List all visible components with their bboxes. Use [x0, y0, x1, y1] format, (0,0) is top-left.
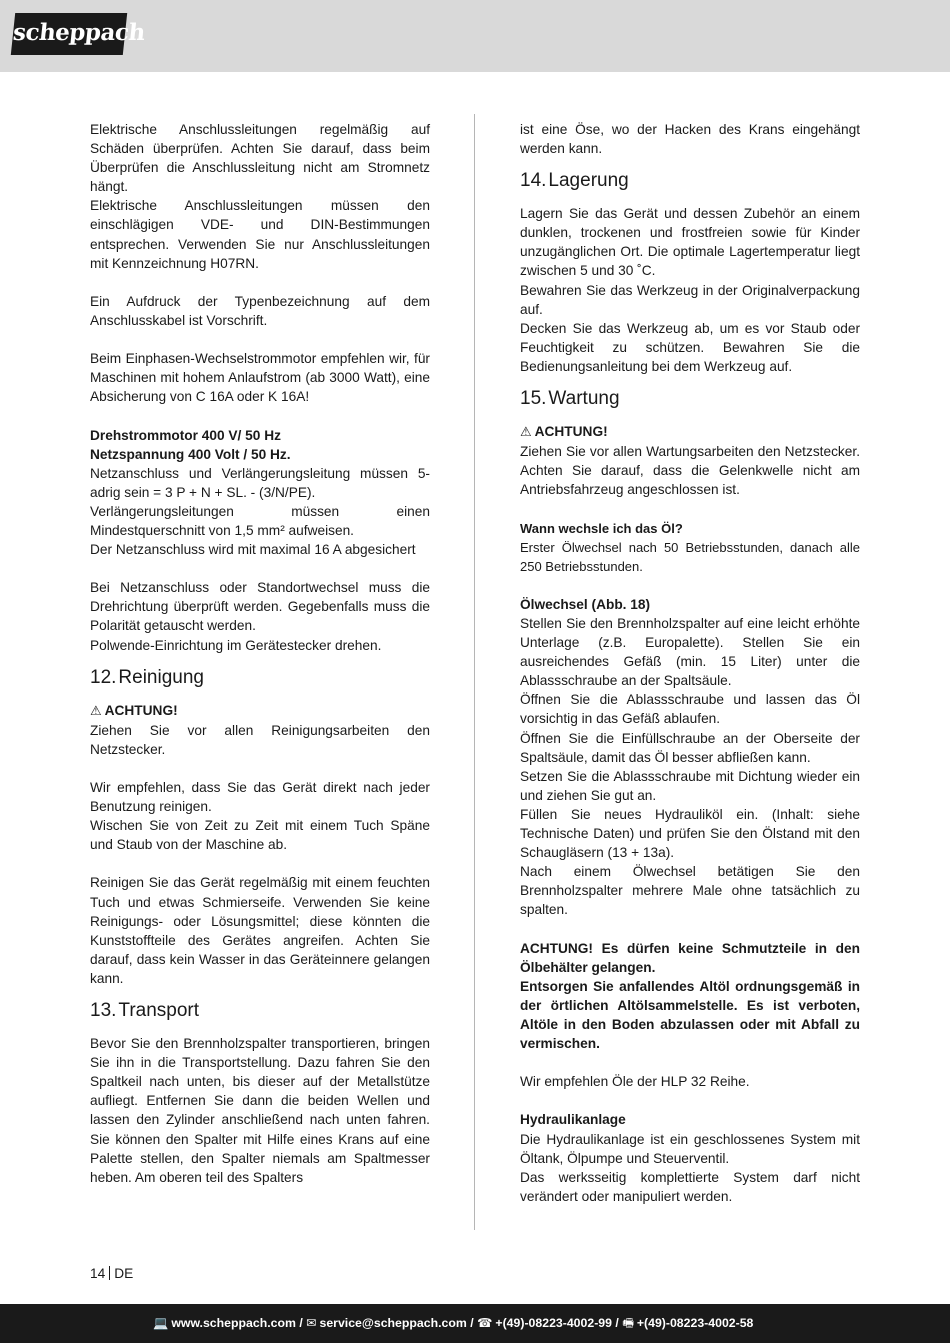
section-12-warning-label: ⚠ ACHTUNG! — [90, 702, 178, 719]
brand-logo: scheppach — [11, 13, 127, 55]
section-12-paragraph-1: Wir empfehlen, dass Sie das Gerät direkt nach jeder Benutzung reinigen. — [90, 780, 430, 815]
section-13-paragraph-1: Bevor Sie den Brennholzspalter transportieren, bringen Sie ihn in die Transportstellung. Dazu fahren Sie den Spaltkeil nach unten, bis dieser auf der Metallstütze aufliegt. Entfernen Sie dann die beiden Wellen und lassen den Zylinder anschließend nach unten fahren. Sie können den Spalter mit Hilfe eines Krans auf eine Palette stellen, den Spalter niemals am Spaltmesser heben. Am oberen teil des Spalters — [90, 1036, 430, 1185]
section-14-title: Lagerung — [548, 170, 629, 192]
section-15-warning-text: Ziehen Sie vor allen Wartungsarbeiten den Netzstecker. Achten Sie darauf, dass die Gelenkwelle nicht am Antriebsfahrzeug angeschlossen ist. — [520, 444, 860, 498]
oilchange-paragraph-2: Öffnen Sie die Ablassschraube und lassen das Öl vorsichtig in das Gefäß ablaufen. — [520, 692, 860, 727]
section-13-number: 13. — [90, 1000, 117, 1022]
section-14-paragraph-3: Decken Sie das Werkzeug ab, um es vor Staub oder Feuchtigkeit zu schützen. Bewahren Sie die Bedienungsanleitung bei dem Werkzeug auf. — [520, 320, 860, 374]
oilchange-paragraph-4: Setzen Sie die Ablassschraube mit Dichtung wieder ein und ziehen Sie gut an. — [520, 768, 860, 803]
page-language: DE — [114, 1266, 134, 1281]
section-15-title: Wartung — [548, 388, 620, 410]
oilchange-paragraph-1: Stellen Sie den Brennholzspalter auf eine leicht erhöhte Unterlage (z.B. Europalette). Stellen Sie ein ausreichendes Gefäß (min. 15 Liter) unter die Ablassschraube an der Spaltsäule. — [520, 615, 860, 689]
hydraulic-paragraph-1: Die Hydraulikanlage ist ein geschlossenes System mit Öltank, Ölpumpe und Steuerventil. — [520, 1131, 860, 1166]
section-12-number: 12. — [90, 666, 117, 688]
footer-fax: +(49)-08223-4002-58 — [636, 1316, 754, 1330]
envelope-icon: ✉ — [306, 1316, 317, 1330]
footer-contact: 💻 www.scheppach.com / ✉ service@scheppach.com / ☎ +(49)-08223-4002-99 / 🖷 +(49)-08223-4002-58 — [153, 1316, 754, 1330]
section-14-heading — [520, 169, 860, 193]
section-13-heading — [90, 999, 430, 1023]
fax-icon: 🖷 — [622, 1316, 634, 1330]
drehrichtung-paragraph-2: Polwende-Einrichtung im Gerätestecker drehen. — [90, 637, 382, 653]
section-15-number: 15. — [520, 388, 547, 410]
drehstrom-paragraph-3: Der Netzanschluss wird mit maximal 16 A abgesichert — [90, 542, 416, 558]
header-band — [0, 0, 950, 72]
section-15-warning-label: ⚠ ACHTUNG! — [520, 424, 608, 441]
intro-paragraph-2: Elektrische Anschlussleitungen müssen den einschlägigen VDE- und DIN-Bestimmungen entsprechen. Verwenden Sie nur Anschlussleitungen mit Kennzeichnung H07RN. — [90, 198, 430, 271]
column-divider — [474, 114, 475, 1230]
hydraulic-heading: Hydraulikanlage — [520, 1112, 626, 1128]
drehstrom-paragraph-1: Netzanschluss und Verlängerungsleitung müssen 5-adrig sein = 3 P + N + SL. - (3/N/PE). — [90, 465, 430, 500]
right-column — [520, 120, 860, 1206]
computer-icon: 💻 — [153, 1316, 169, 1330]
footer-phone: +(49)-08223-4002-99 — [495, 1316, 612, 1330]
phone-icon: ☎ — [477, 1316, 493, 1330]
footer-bar — [0, 1304, 950, 1343]
footer-website[interactable]: www.scheppach.com — [171, 1316, 296, 1330]
page-number-separator — [109, 1266, 110, 1280]
drehstrom-paragraph-2: Verlängerungsleitungen müssen einen Mindestquerschnitt von 1,5 mm² aufweisen. — [90, 503, 430, 538]
section-12-warning-text: Ziehen Sie vor allen Reinigungsarbeiten den Netzstecker. — [90, 722, 430, 757]
left-column — [90, 120, 430, 1187]
oil-answer: Erster Ölwechsel nach 50 Betriebsstunden, danach alle 250 Betriebsstunden. — [520, 539, 860, 574]
transport-continuation: ist eine Öse, wo der Hacken des Krans eingehängt werden kann. — [520, 122, 860, 157]
intro-paragraph-1: Elektrische Anschlussleitungen regelmäßig auf Schäden überprüfen. Achten Sie darauf, dass beim Überprüfen die Anschlussleitung nicht am Stromnetz hängt. — [90, 122, 430, 195]
oil-warning-2: Entsorgen Sie anfallendes Altöl ordnungsgemäß in der örtlichen Altölsammelstelle. Es ist verboten, Altöle in den Boden abzulassen oder mit Abfall zu vermischen. — [520, 978, 860, 1052]
oilchange-paragraph-3: Öffnen Sie die Einfüllschraube an der Oberseite der Spaltsäule, damit das Öl besser abfließen kann. — [520, 730, 860, 765]
footer-email[interactable]: service@scheppach.com — [319, 1316, 467, 1330]
oil-recommendation: Wir empfehlen Öle der HLP 32 Reihe. — [520, 1074, 750, 1090]
section-15-heading — [520, 387, 860, 411]
page-number — [90, 1265, 133, 1283]
section-14-paragraph-1: Lagern Sie das Gerät und dessen Zubehör an einem dunklen, trockenen und frostfreien sowie für Kinder unzugänglichen Ort. Die optimale Lagertemperatur liegt zwischen 5 und 30 ˚C. — [520, 206, 860, 279]
oilchange-heading: Ölwechsel (Abb. 18) — [520, 596, 651, 612]
hydraulic-paragraph-2: Das werksseitig komplettierte System darf nicht verändert oder manipuliert werden. — [520, 1169, 860, 1204]
drehstrom-heading-2: Netzspannung 400 Volt / 50 Hz. — [90, 446, 291, 462]
page-number-value: 14 — [90, 1266, 106, 1281]
section-13-title: Transport — [118, 1000, 200, 1022]
warning-triangle-icon: ⚠ — [90, 703, 102, 719]
drehstrom-heading-1: Drehstrommotor 400 V/ 50 Hz — [90, 427, 281, 443]
oilchange-paragraph-5: Füllen Sie neues Hydrauliköl ein. (Inhalt: siehe Technische Daten) und prüfen Sie den Ölstand mit den Schaugläsern (13 + 13a). — [520, 806, 860, 861]
section-14-number: 14. — [520, 170, 547, 192]
section-12-heading — [90, 666, 430, 690]
drehrichtung-paragraph-1: Bei Netzanschluss oder Standortwechsel muss die Drehrichtung überprüft werden. Gegebenfalls muss die Polarität getauscht werden. — [90, 580, 430, 634]
oilchange-paragraph-6: Nach einem Ölwechsel betätigen Sie den Brennholzspalter mehrere Male ohne tatsächlich zu spalten. — [520, 864, 860, 918]
section-14-paragraph-2: Bewahren Sie das Werkzeug in der Originalverpackung auf. — [520, 282, 860, 317]
section-12-title: Reinigung — [118, 666, 204, 688]
section-12-paragraph-2: Wischen Sie von Zeit zu Zeit mit einem Tuch Späne und Staub von der Maschine ab. — [90, 818, 430, 853]
oil-warning-1: ACHTUNG! Es dürfen keine Schmutzteile in den Ölbehälter gelangen. — [520, 940, 860, 975]
section-12-paragraph-3: Reinigen Sie das Gerät regelmäßig mit einem feuchten Tuch und etwas Schmierseife. Verwenden Sie keine Reinigungs- oder Lösungsmittel; diese könnten die Kunststoffteile des Gerätes angreifen. Achten Sie darauf, dass kein Wasser in das Geräteinnere gelangen kann. — [90, 875, 430, 986]
warning-triangle-icon: ⚠ — [520, 425, 532, 441]
typenbezeichnung-paragraph: Ein Aufdruck der Typenbezeichnung auf dem Anschlusskabel ist Vorschrift. — [90, 293, 430, 328]
oil-question: Wann wechsle ich das Öl? — [520, 520, 683, 536]
einphasen-paragraph: Beim Einphasen-Wechselstrommotor empfehlen wir, für Maschinen mit hohem Anlaufstrom (ab 3000 Watt), eine Absicherung von C 16A oder K 16A! — [90, 351, 430, 405]
